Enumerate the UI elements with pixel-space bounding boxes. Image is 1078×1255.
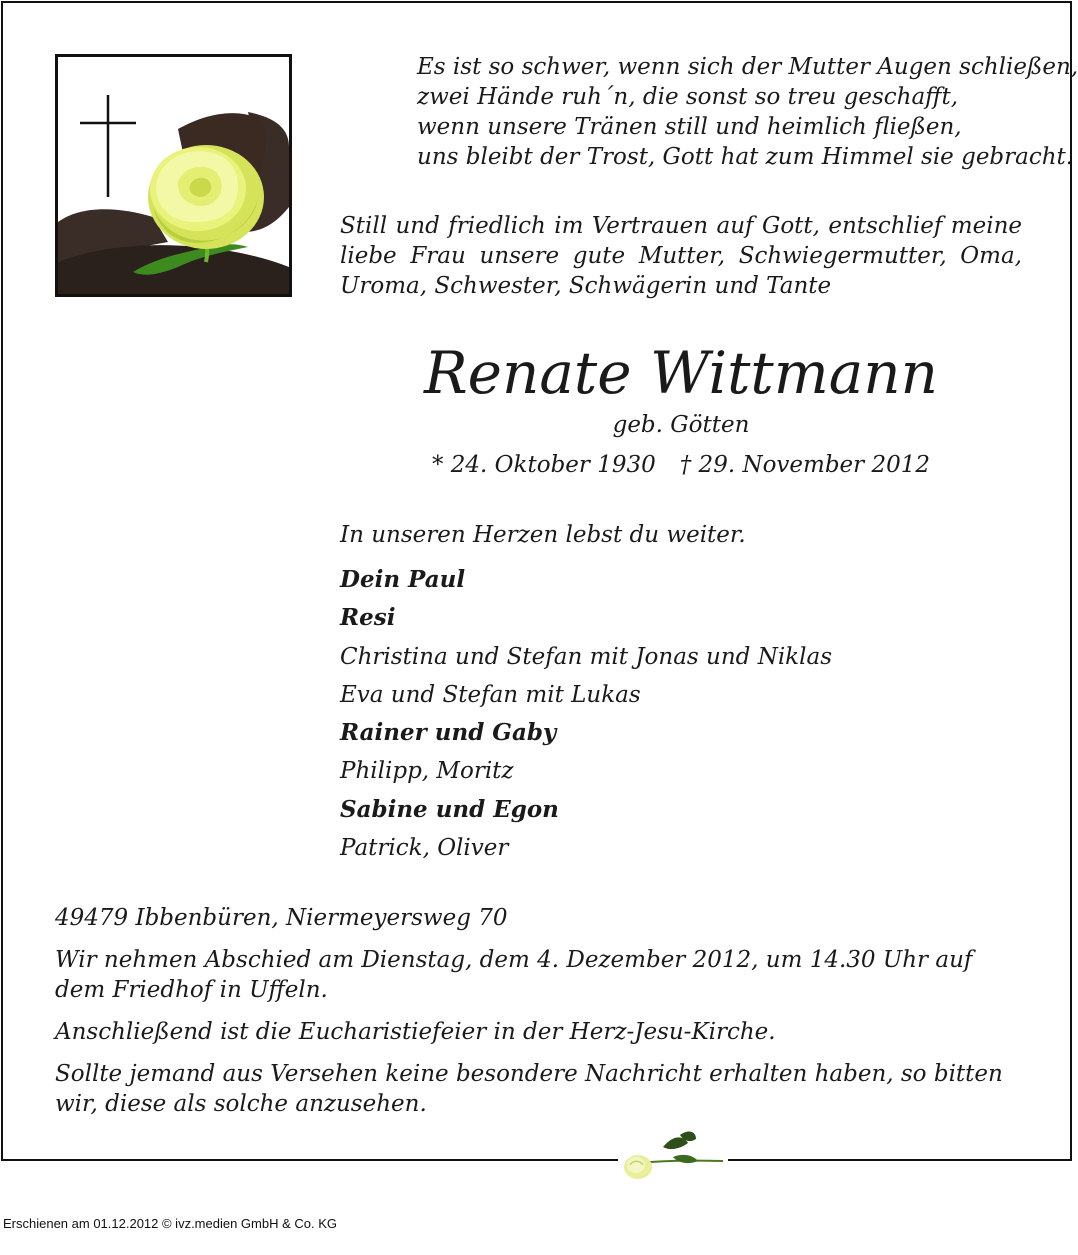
deceased-name: Renate Wittmann	[423, 339, 939, 407]
death-date: † 29. November 2012	[679, 452, 931, 478]
publication-footer: Erschienen am 01.12.2012 © ivz.medien GmbH & Co. KG	[3, 1216, 338, 1231]
funeral-details: Wir nehmen Abschied am Dienstag, dem 4. Dezember 2012, um 14.30 Uhr auf dem Friedhof in Uffeln.	[55, 947, 973, 1003]
family-member: Eva und Stefan mit Lukas	[340, 681, 641, 708]
poem	[417, 52, 1078, 172]
notice-text: Sollte jemand aus Versehen keine besondere Nachricht erhalten haben, so bitten wir, diese als solche anzusehen.	[55, 1061, 1003, 1117]
funeral-info	[55, 903, 1015, 1131]
birth-name: geb. Götten	[612, 412, 750, 438]
family-member: Resi	[340, 604, 396, 632]
family-member: Christina und Stefan mit Jonas und Niklas	[340, 643, 832, 670]
address: 49479 Ibbenbüren, Niermeyersweg 70	[55, 905, 508, 931]
intro-text: Still und friedlich im Vertrauen auf Gott, entschlief meine liebe Frau unsere gute Mutter, Schwiegermutter, Oma, Uroma, Schwester, Schwägerin und Tante	[340, 213, 1022, 299]
poem-line: zwei Hände ruh´n, die sonst so treu geschafft,	[417, 84, 959, 110]
family-member: Philipp, Moritz	[340, 758, 514, 785]
family-member: Rainer und Gaby	[340, 719, 557, 747]
family-list	[340, 564, 832, 870]
memorial-photo	[55, 54, 292, 297]
rose-image	[58, 57, 289, 294]
family-member: Dein Paul	[340, 566, 466, 593]
poem-line: Es ist so schwer, wenn sich der Mutter Augen schließen,	[417, 54, 1078, 80]
poem-line: wenn unsere Tränen still und heimlich fließen,	[417, 114, 962, 140]
motto: In unseren Herzen lebst du weiter.	[340, 522, 746, 548]
family-member: Sabine und Egon	[340, 795, 559, 823]
life-dates	[340, 450, 1022, 480]
family-member: Patrick, Oliver	[340, 835, 509, 862]
birth-date: * 24. Oktober 1930	[431, 452, 656, 478]
poem-line: uns bleibt der Trost, Gott hat zum Himmel sie gebracht.	[417, 144, 1074, 170]
rose-icon	[618, 1127, 728, 1185]
mass-details: Anschließend ist die Eucharistiefeier in der Herz-Jesu-Kirche.	[55, 1019, 776, 1045]
